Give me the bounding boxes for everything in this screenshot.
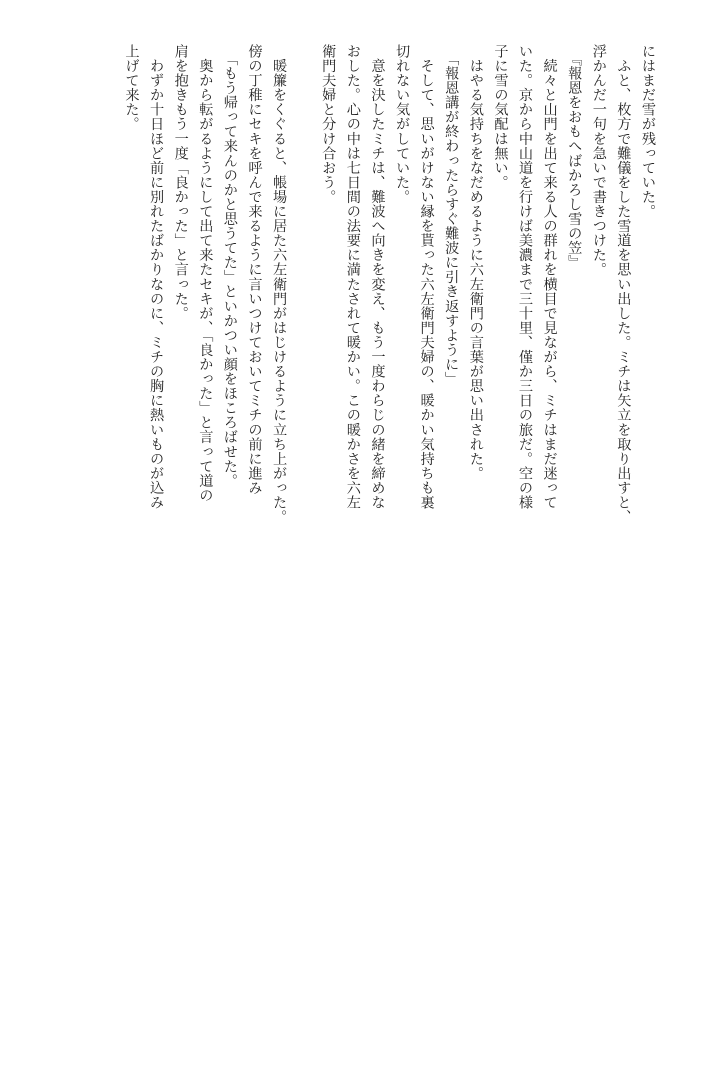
text-line: 意を決したミチは、難波へ向きを変え、もう一度わらじの緒を締めな [369, 44, 386, 510]
text-line: おした。心の中は七日間の法要に満たされて暖かい。この暖かさを六左 [344, 44, 361, 510]
vertical-text-block [60, 44, 660, 564]
text-line: そして、思いがけない縁を貰った六左衛門夫婦の、暖かい気持ちも裏 [418, 44, 435, 510]
text-line: 「報恩講が終わったらすぐ難波に引き返すように」 [443, 44, 460, 387]
text-line: 子に雪の気配は無い。 [492, 44, 509, 190]
text-line: はやる気持ちをなだめるように六左衛門の言葉が思い出された。 [467, 44, 484, 481]
text-line: にはまだ雪が残っていた。 [640, 44, 656, 219]
text-line: わずか十日ほど前に別れたばかりなのに、ミチの胸に熱いものが込み [148, 44, 165, 510]
text-line: 傍の丁稚にセキを呼んで来るように言いつけておいてミチの前に進み [246, 44, 263, 496]
text-line: 切れない気がしていた。 [394, 44, 411, 205]
text-line: 奥から転がるようにして出て来たセキが、「良かった」と言って道の [197, 44, 214, 503]
text-line: 「もう帰って来んのかと思うてた」といかつい顔をほころばせた。 [221, 44, 238, 488]
text-line: 肩を抱きもう一度「良かった」と言った。 [172, 44, 189, 321]
text-line: 『報恩をおもへばかろし雪の笠』 [566, 44, 583, 270]
text-line: 続々と山門を出て来る人の群れを横目で見ながら、ミチはまだ迷って [541, 44, 558, 510]
text-line: いた。京から中山道を行けば美濃まで三十里、僅か三日の旅だ。空の様 [517, 44, 534, 510]
text-line: ふと、枚方で難儀をした雪道を思い出した。ミチは矢立を取り出すと、 [615, 44, 632, 525]
text-line: 浮かんだ一句を急いで書きつけた。 [590, 44, 607, 277]
text-line: 衛門夫婦と分け合おう。 [320, 44, 337, 205]
text-line: 暖簾をくぐると、帳場に居た六左衛門がはじけるように立ち上がった。 [271, 44, 288, 525]
section-gap [291, 44, 316, 564]
text-line: 上げて来た。 [123, 44, 140, 132]
